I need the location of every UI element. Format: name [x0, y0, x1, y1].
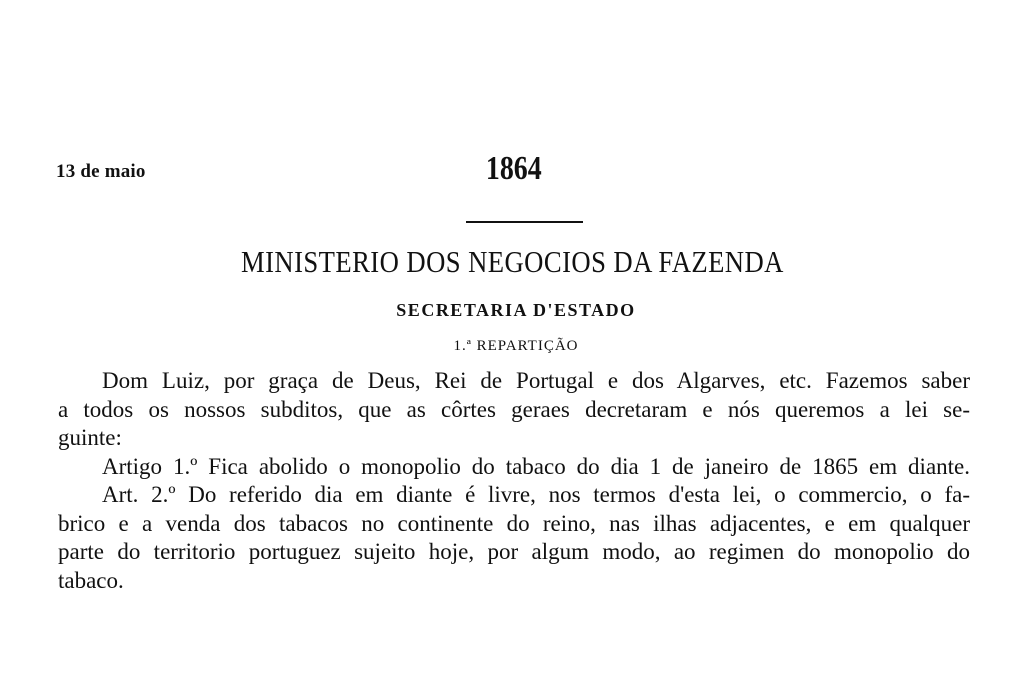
- body-line: guinte:: [58, 425, 122, 450]
- body-line: Dom Luiz, por graça de Deus, Rei de Portugal e dos Algarves, etc. Fazemos saber: [102, 368, 970, 393]
- reparticao-heading: 1.ª REPARTIÇÃO: [453, 338, 579, 354]
- body-line: a todos os nossos subditos, que as côrtes geraes decretaram e nós queremos a lei se-: [58, 396, 970, 422]
- body-line: Artigo 1.º Fica abolido o monopolio do tabaco do dia 1 de janeiro de 1865 em diante.: [102, 453, 970, 479]
- ministry-title: MINISTERIO DOS NEGOCIOS DA FAZENDA: [240, 244, 784, 279]
- body-line: tabaco.: [58, 567, 124, 593]
- decree-year: 1864: [485, 150, 542, 187]
- body-line: brico e a venda dos tabacos no continente do reino, nas ilhas adjacentes, e em qualquer: [58, 510, 970, 536]
- secretaria-heading: SECRETARIA D'ESTADO: [396, 300, 636, 320]
- body-line: parte do territorio portuguez sujeito hoje, por algum modo, ao regimen do monopolio do: [58, 539, 970, 564]
- decree-date: 13 de maio: [56, 161, 146, 182]
- title-divider: [466, 221, 583, 223]
- body-line: Art. 2.º Do referido dia em diante é livre, nos termos d'esta lei, o commercio, o fa-: [102, 482, 970, 507]
- decree-body: [58, 367, 970, 595]
